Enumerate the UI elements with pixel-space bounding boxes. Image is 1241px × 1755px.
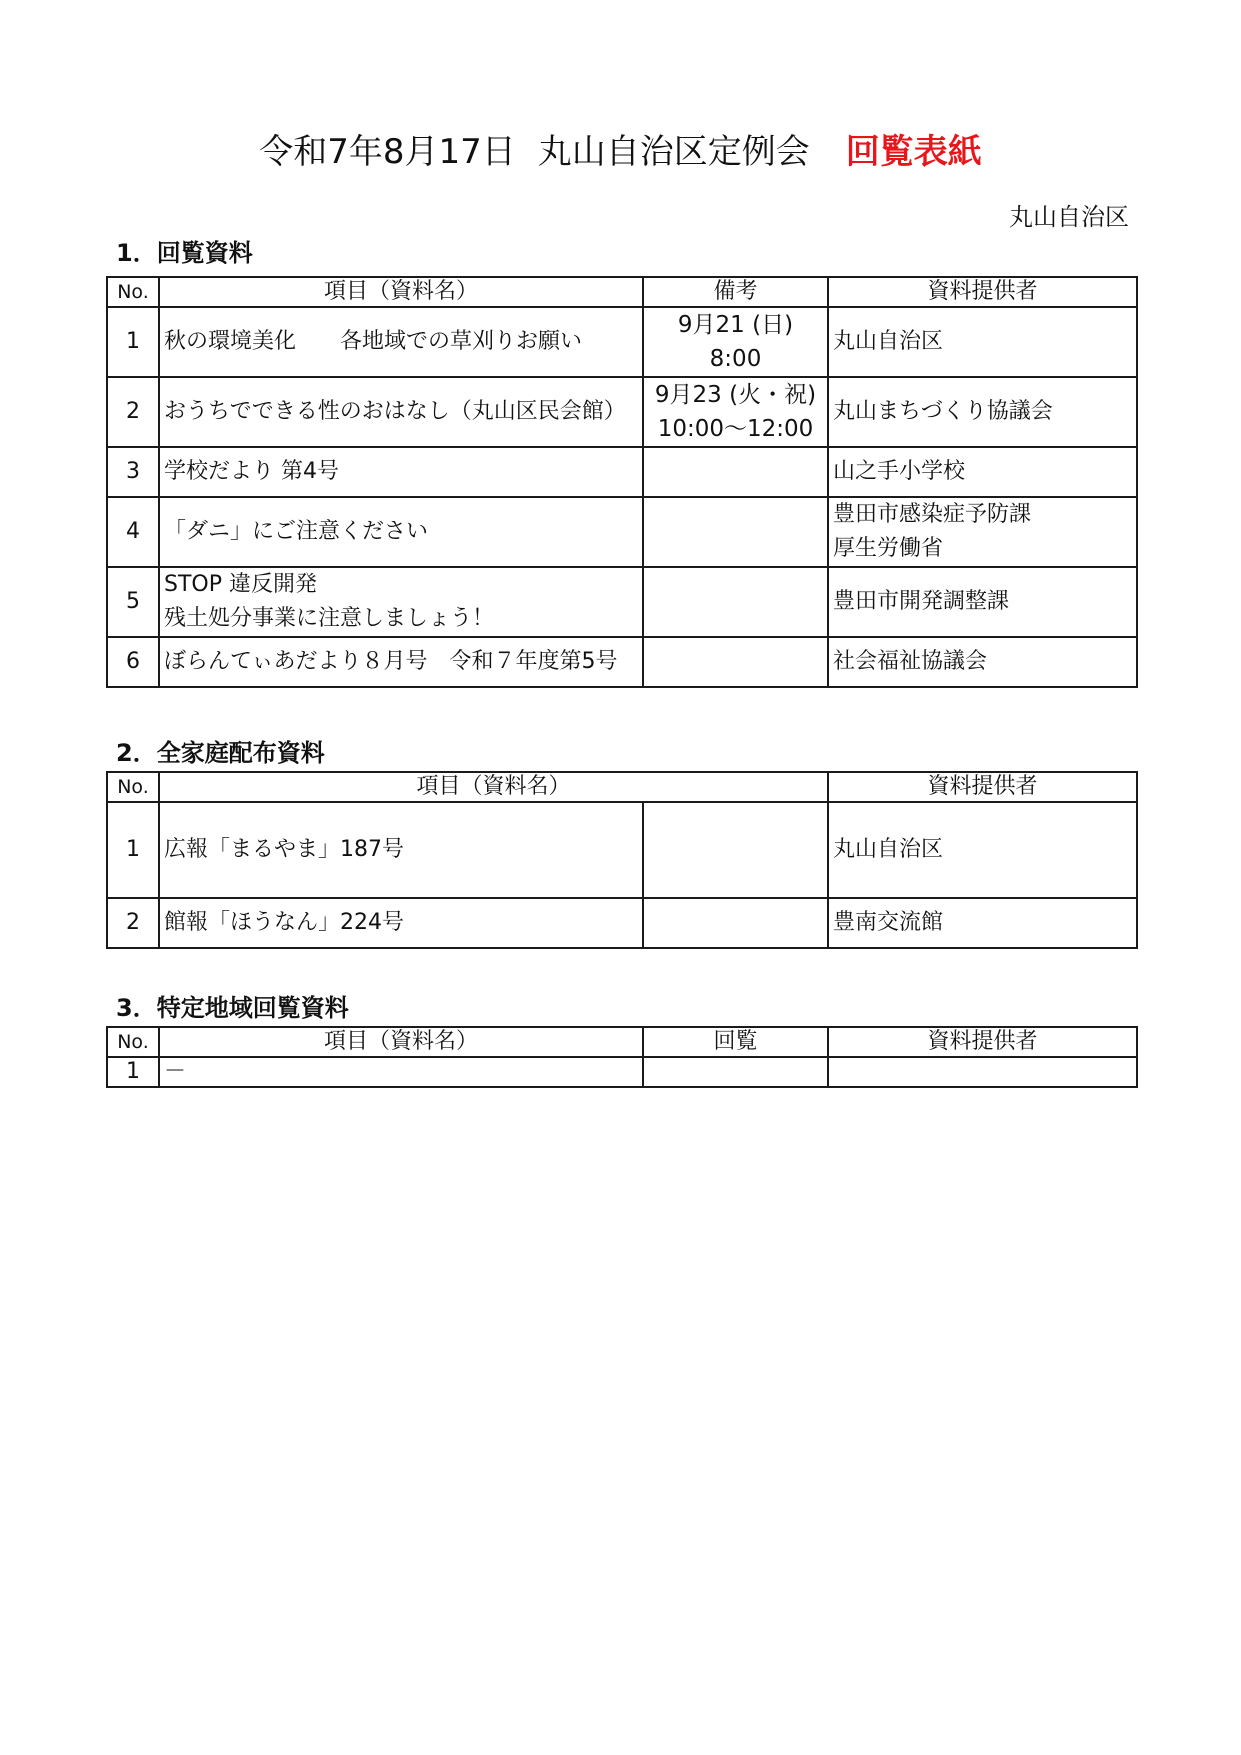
row-item-line: ぼらんてぃあだより８月号 令和７年度第5号 bbox=[164, 649, 618, 674]
title-date: 令和7年8月17日 bbox=[259, 132, 516, 172]
section1-title: 1．回覧資料 bbox=[116, 239, 253, 267]
row-item bbox=[159, 447, 643, 497]
row-number: 2 bbox=[107, 377, 159, 447]
row-provider bbox=[828, 1057, 1137, 1087]
header-provider: 資料提供者 bbox=[828, 277, 1137, 307]
header-item: 項目（資料名） bbox=[159, 772, 828, 802]
row-provider-line: 山之手小学校 bbox=[833, 459, 966, 484]
row-provider-line: 丸山まちづくり協議会 bbox=[833, 399, 1053, 424]
header-no: No. bbox=[107, 1027, 159, 1057]
row-provider bbox=[828, 447, 1137, 497]
row-provider bbox=[828, 497, 1137, 567]
row-item bbox=[159, 637, 643, 687]
row-note-line: 9月23 (火・祝) bbox=[654, 382, 817, 408]
header-circulation: 回覧 bbox=[643, 1027, 828, 1057]
row-item: － bbox=[159, 1057, 643, 1087]
row-provider bbox=[828, 637, 1137, 687]
row-note bbox=[643, 447, 828, 497]
row-number: 4 bbox=[107, 497, 159, 567]
row-item bbox=[159, 377, 643, 447]
table-row bbox=[107, 898, 1137, 948]
row-item: 広報「まるやま」187号 bbox=[159, 802, 643, 898]
table-row bbox=[107, 307, 1137, 377]
row-provider-line: 豊田市感染症予防課 bbox=[833, 502, 1032, 527]
title-highlight: 回覧表紙 bbox=[845, 132, 982, 172]
row-number: 1 bbox=[107, 802, 159, 898]
table-row bbox=[107, 1057, 1137, 1087]
row-note bbox=[643, 307, 828, 377]
header-no: No. bbox=[107, 277, 159, 307]
table-row bbox=[107, 802, 1137, 898]
row-item bbox=[159, 307, 643, 377]
section2-header-row bbox=[107, 772, 1137, 802]
section2-table bbox=[106, 771, 1138, 949]
issuing-organization: 丸山自治区 bbox=[1009, 203, 1129, 231]
row-blank bbox=[643, 802, 828, 898]
row-number: 3 bbox=[107, 447, 159, 497]
row-number: 1 bbox=[107, 307, 159, 377]
row-note bbox=[643, 567, 828, 637]
row-provider-line: 厚生労働省 bbox=[833, 536, 944, 561]
row-note bbox=[643, 497, 828, 567]
table-row bbox=[107, 447, 1137, 497]
section3-title: 3．特定地域回覧資料 bbox=[116, 994, 349, 1022]
row-provider-line: 豊田市開発調整課 bbox=[833, 589, 1010, 614]
header-note: 備考 bbox=[643, 277, 828, 307]
header-provider: 資料提供者 bbox=[828, 772, 1137, 802]
row-note-line: 8:00 bbox=[709, 346, 762, 372]
table-row bbox=[107, 637, 1137, 687]
row-provider: 豊南交流館 bbox=[828, 898, 1137, 948]
row-number: 2 bbox=[107, 898, 159, 948]
row-item-line: 秋の環境美化 各地域での草刈りお願い bbox=[164, 329, 583, 354]
row-note bbox=[643, 377, 828, 447]
row-circulation bbox=[643, 1057, 828, 1087]
header-item: 項目（資料名） bbox=[159, 277, 643, 307]
row-provider-line: 社会福祉協議会 bbox=[833, 649, 988, 674]
row-provider: 丸山自治区 bbox=[828, 802, 1137, 898]
row-item-line: 残土処分事業に注意しましょう！ bbox=[164, 606, 495, 631]
table-row bbox=[107, 497, 1137, 567]
header-item: 項目（資料名） bbox=[159, 1027, 643, 1057]
row-number: 5 bbox=[107, 567, 159, 637]
header-no: No. bbox=[107, 772, 159, 802]
row-note-line: 10:00～12:00 bbox=[657, 416, 814, 442]
row-item bbox=[159, 567, 643, 637]
section1-table bbox=[106, 276, 1138, 688]
document-title bbox=[0, 128, 1241, 176]
row-blank bbox=[643, 898, 828, 948]
row-item-line: 学校だより 第4号 bbox=[164, 459, 339, 484]
table-row bbox=[107, 377, 1137, 447]
row-item-line: おうちでできる性のおはなし（丸山区民会館） bbox=[164, 399, 626, 424]
row-provider bbox=[828, 567, 1137, 637]
row-item: 館報「ほうなん」224号 bbox=[159, 898, 643, 948]
title-meeting: 丸山自治区定例会 bbox=[537, 132, 810, 172]
section1-header-row bbox=[107, 277, 1137, 307]
row-item-line: STOP 違反開発 bbox=[164, 572, 317, 597]
section2-title: 2．全家庭配布資料 bbox=[116, 739, 325, 767]
section3-table bbox=[106, 1026, 1138, 1088]
row-number: 6 bbox=[107, 637, 159, 687]
row-provider bbox=[828, 307, 1137, 377]
section3-header-row bbox=[107, 1027, 1137, 1057]
row-number: 1 bbox=[107, 1057, 159, 1087]
row-item-line: 「ダニ」にご注意ください bbox=[164, 519, 429, 544]
row-item bbox=[159, 497, 643, 567]
row-provider-line: 丸山自治区 bbox=[833, 329, 944, 354]
row-note bbox=[643, 637, 828, 687]
row-provider bbox=[828, 377, 1137, 447]
header-provider: 資料提供者 bbox=[828, 1027, 1137, 1057]
table-row bbox=[107, 567, 1137, 637]
row-note-line: 9月21 (日) bbox=[677, 312, 794, 338]
